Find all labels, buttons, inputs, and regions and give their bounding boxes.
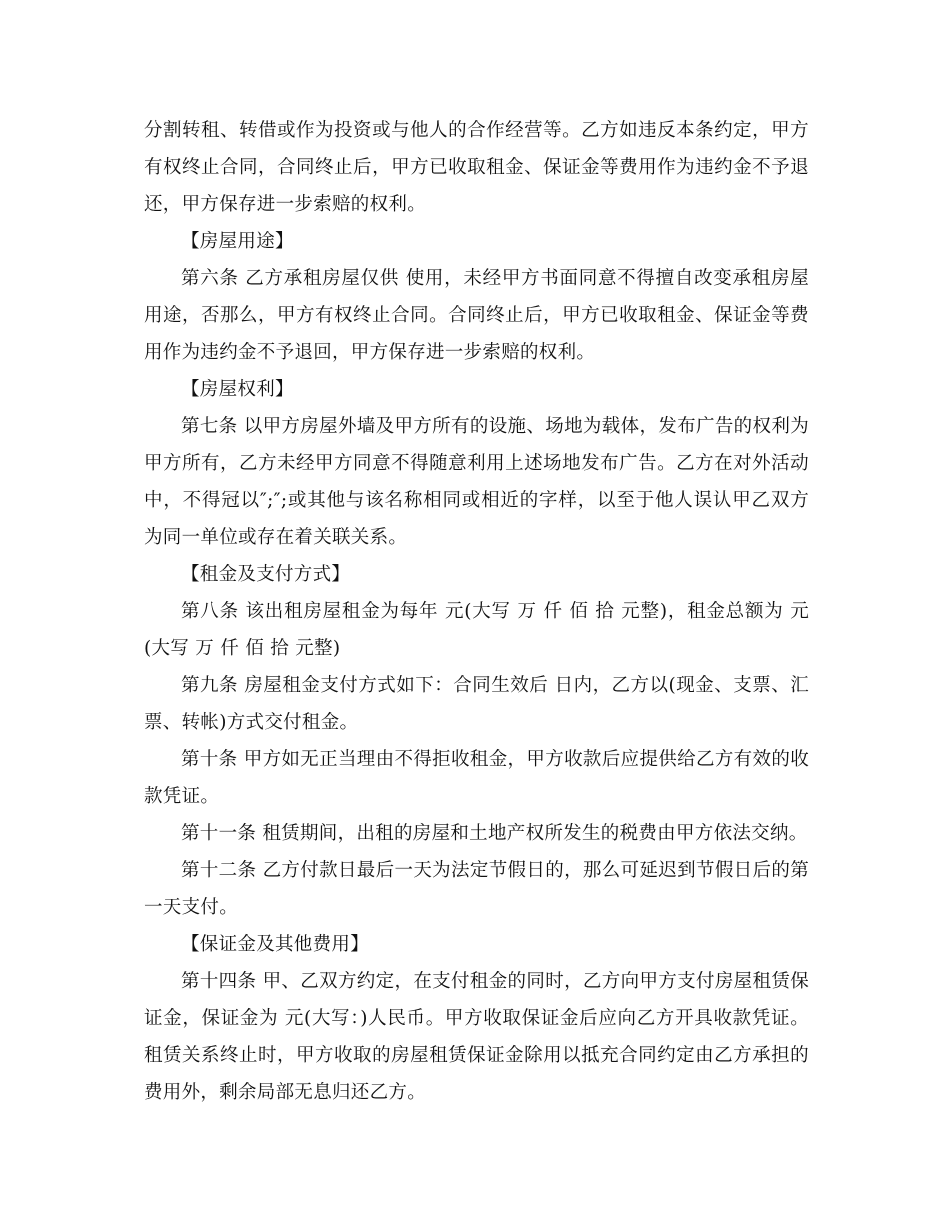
article-14: 第十四条 甲、乙双方约定，在支付租金的同时，乙方向甲方支付房屋租赁保证金，保证金为 元(大写：)人民币。甲方收取保证金后应向乙方开具收款凭证。租赁关系终止时，甲方收取的房屋租赁保证金除用以抵充合同约定由乙方承担的费用外，剩余局部无息归还乙方。	[144, 971, 809, 1103]
article-7: 第七条 以甲方房屋外墙及甲方所有的设施、场地为载体，发布广告的权利为甲方所有，乙方未经甲方同意不得随意利用上述场地发布广告。乙方在对外活动中，不得冠以″;″;或其他与该名称相同或相近的字样，以至于他人误认甲乙双方为同一单位或存在着关联关系。	[144, 416, 809, 548]
article-8: 第八条 该出租房屋租金为每年 元(大写 万 仟 佰 拾 元整)，租金总额为 元(大写 万 仟 佰 拾 元整)	[144, 601, 809, 659]
section-heading-usage: 【房屋用途】	[181, 231, 294, 252]
article-9: 第九条 房屋租金支付方式如下：合同生效后 日内，乙方以(现金、支票、汇票、转帐)方式交付租金。	[144, 675, 809, 733]
paragraph-continuation: 分割转租、转借或作为投资或与他人的合作经营等。乙方如违反本条约定，甲方有权终止合同，合同终止后，甲方已收取租金、保证金等费用作为违约金不予退还，甲方保存进一步索赔的权利。	[144, 120, 809, 215]
article-10: 第十条 甲方如无正当理由不得拒收租金，甲方收款后应提供给乙方有效的收款凭证。	[144, 749, 809, 807]
article-6: 第六条 乙方承租房屋仅供 使用，未经甲方书面同意不得擅自改变承租房屋用途，否那么，甲方有权终止合同。合同终止后，甲方已收取租金、保证金等费用作为违约金不予退回，甲方保存进一步索赔的权利。	[144, 268, 809, 363]
section-heading-rights: 【房屋权利】	[181, 379, 294, 400]
article-11: 第十一条 租赁期间，出租的房屋和土地产权所发生的税费由甲方依法交纳。	[181, 823, 808, 844]
section-heading-deposit: 【保证金及其他费用】	[181, 934, 370, 955]
article-12: 第十二条 乙方付款日最后一天为法定节假日的，那么可延迟到节假日后的第一天支付。	[144, 860, 809, 918]
document-body	[144, 112, 809, 1111]
section-heading-rent: 【租金及支付方式】	[181, 564, 351, 585]
